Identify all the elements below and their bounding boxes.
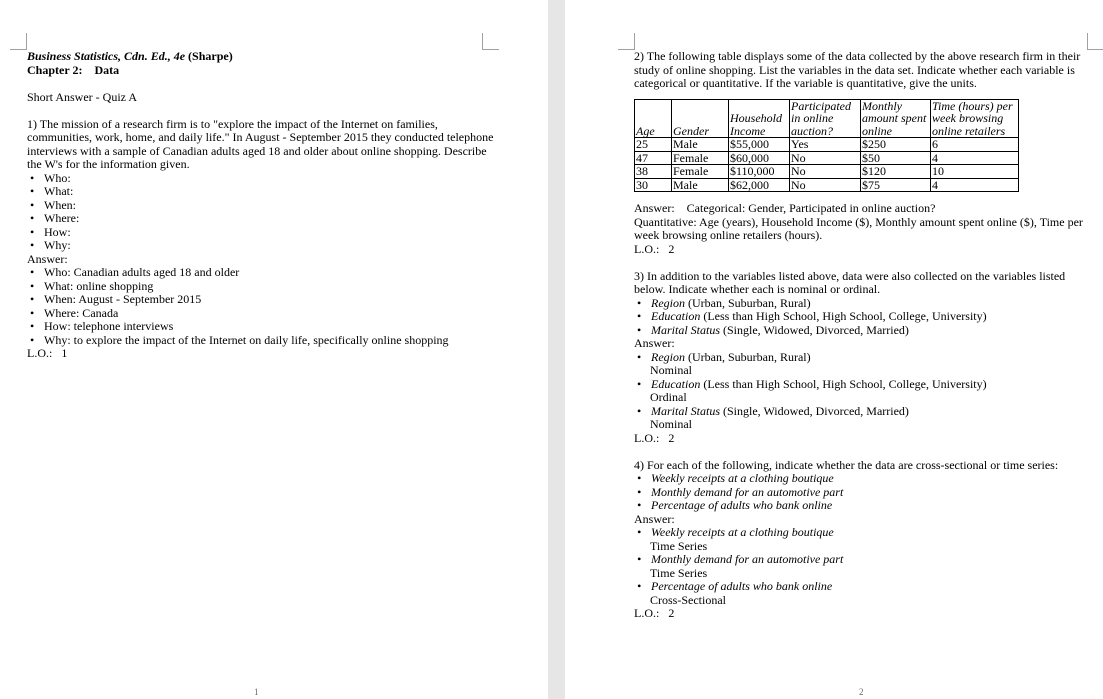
table-cell-household-income: $60,000	[729, 151, 790, 165]
question-4-items	[634, 472, 1094, 513]
book-title: Business Statistics, Cdn. Ed., 4e	[27, 49, 186, 63]
q4-answer-percentage-adults: • Percentage of adults who bank online	[634, 580, 1094, 594]
answer-where: • Where: Canada	[27, 307, 497, 321]
question-1-text: 1) The mission of a research firm is to "explore the impact of the Internet on families, communities, work, home, and daily life." In August - September 2015 they conducted telephone interviews with a sample of Canadian adults aged 18 and older about online shopping. Describe the W's for the information given.	[27, 116, 494, 171]
answer-why: • Why: to explore the impact of the Internet on daily life, specifically online shopping	[27, 334, 497, 348]
q4-answer-percentage-adults-type: Cross-Sectional	[650, 592, 726, 607]
q4-answer-monthly-demand: • Monthly demand for an automotive part	[634, 553, 1094, 567]
question-2-answer-line-1: Answer: Categorical: Gender, Participated in online auction?	[634, 201, 936, 215]
question-3-answer-label: Answer:	[634, 336, 675, 350]
prompt-how: • How:	[27, 226, 497, 240]
q4-answer-weekly-receipts: • Weekly receipts at a clothing boutique	[634, 526, 1094, 540]
column-header-online-auction: Participated in online auction?	[790, 99, 861, 138]
table-cell-gender: Male	[672, 178, 729, 192]
answer-what: • What: online shopping	[27, 280, 497, 294]
q4-answers-2	[634, 553, 1094, 567]
question-3-text: 3) In addition to the variables listed above, data were also collected on the variables listed below. Indicate whether each is nominal or ordinal.	[634, 268, 1066, 296]
table-cell-monthly-amount: $50	[861, 151, 931, 165]
document-page-1	[0, 0, 548, 699]
q3-answer-education: • Education (Less than High School, High School, College, University)	[634, 378, 1094, 392]
question-1-answers	[27, 266, 497, 347]
table-cell-household-income: $110,000	[729, 165, 790, 179]
question-2-answer-line-2: Quantitative: Age (years), Household Income ($), Monthly amount spent online ($), Time per week browsing online retailers (hours).	[634, 214, 1083, 242]
question-4-text: 4) For each of the following, indicate whether the data are cross-sectional or time series:	[634, 457, 1059, 472]
answer-when: • When: August - September 2015	[27, 293, 497, 307]
column-header-age: Age	[635, 99, 672, 138]
question-1-learning-objective: L.O.: 1	[27, 346, 68, 360]
page-number-2: 2	[859, 686, 864, 697]
question-1-answer-label: Answer:	[27, 251, 68, 266]
q4-answers-3	[634, 580, 1094, 594]
document-page-2	[565, 0, 1103, 699]
table-cell-age: 47	[635, 151, 672, 165]
question-2-text: 2) The following table displays some of the data collected by the above research firm in their study of online shopping. List the variables in the data set. Indicate whether each variable is categorical or quantitative. If the variable is quantitative, give the units.	[634, 49, 1081, 90]
q4-item-percentage-adults: • Percentage of adults who bank online	[634, 499, 1094, 513]
table-cell-age: 25	[635, 138, 672, 152]
table-row	[635, 138, 1019, 152]
q4-answer-monthly-demand-type: Time Series	[650, 565, 708, 580]
answer-how: • How: telephone interviews	[27, 320, 497, 334]
table-cell-monthly-amount: $120	[861, 165, 931, 179]
prompt-when: • When:	[27, 199, 497, 213]
table-cell-monthly-amount: $75	[861, 178, 931, 192]
column-header-gender: Gender	[672, 99, 729, 138]
question-4-answer-label: Answer:	[634, 511, 675, 526]
answer-who: • Who: Canadian adults aged 18 and older	[27, 266, 497, 280]
question-4-learning-objective: L.O.: 2	[634, 606, 675, 620]
q3-item-marital-status: • Marital Status (Single, Widowed, Divorced, Married)	[634, 324, 1094, 338]
table-cell-age: 38	[635, 165, 672, 179]
crop-mark-top-right	[1087, 33, 1103, 50]
table-body	[635, 138, 1019, 192]
crop-mark-top-left	[10, 33, 27, 50]
q3-answer-education-type: Ordinal	[650, 390, 687, 404]
table-cell-time-browsing: 4	[931, 178, 1019, 192]
chapter-heading: Chapter 2: Data	[27, 62, 120, 77]
table-cell-time-browsing: 6	[931, 138, 1019, 152]
q4-answers-1	[634, 526, 1094, 540]
table-row	[635, 165, 1019, 179]
table-header-row	[635, 99, 1019, 138]
question-3-answers-3	[634, 405, 1094, 419]
table-cell-time-browsing: 4	[931, 151, 1019, 165]
prompt-who: • Who:	[27, 172, 497, 186]
page-gutter	[548, 0, 565, 699]
q4-answer-weekly-receipts-type: Time Series	[650, 538, 708, 553]
table-cell-online-auction: No	[790, 151, 861, 165]
prompt-what: • What:	[27, 185, 497, 199]
question-3-learning-objective: L.O.: 2	[634, 430, 675, 445]
page-number-1: 1	[254, 686, 259, 697]
question-1-prompts	[27, 172, 497, 253]
table-cell-time-browsing: 10	[931, 165, 1019, 179]
page-1-content	[27, 50, 497, 361]
table-cell-online-auction: No	[790, 178, 861, 192]
q3-answer-region: • Region (Urban, Suburban, Rural)	[634, 351, 1094, 365]
q3-answer-marital-status: • Marital Status (Single, Widowed, Divorced, Married)	[634, 405, 1094, 419]
question-2-learning-objective: L.O.: 2	[634, 241, 675, 256]
crop-mark-top-left	[618, 33, 635, 50]
prompt-why: • Why:	[27, 239, 497, 253]
column-header-household-income: Household Income	[729, 99, 790, 138]
book-author: (Sharpe)	[185, 49, 233, 63]
book-title-line	[27, 50, 497, 64]
question-3-answers-2	[634, 378, 1094, 392]
prompt-where: • Where:	[27, 212, 497, 226]
table-cell-household-income: $55,000	[729, 138, 790, 152]
page-2-content	[634, 50, 1094, 621]
quiz-title: Short Answer - Quiz A	[27, 89, 137, 104]
table-cell-online-auction: Yes	[790, 138, 861, 152]
q3-answer-region-type: Nominal	[650, 363, 692, 377]
column-header-monthly-amount: Monthly amount spent online	[861, 99, 931, 138]
table-cell-online-auction: No	[790, 165, 861, 179]
column-header-time-browsing: Time (hours) per week browsing online retailers	[931, 99, 1019, 138]
online-shopping-table	[634, 99, 1019, 193]
table-cell-monthly-amount: $250	[861, 138, 931, 152]
q3-answer-marital-status-type: Nominal	[650, 417, 692, 431]
table-cell-household-income: $62,000	[729, 178, 790, 192]
table-row	[635, 151, 1019, 165]
table-cell-gender: Male	[672, 138, 729, 152]
question-3-answers	[634, 351, 1094, 365]
q4-item-monthly-demand: • Monthly demand for an automotive part	[634, 486, 1094, 500]
question-3-items	[634, 297, 1094, 338]
crop-mark-top-right	[482, 33, 499, 50]
table-cell-age: 30	[635, 178, 672, 192]
q3-item-region: • Region (Urban, Suburban, Rural)	[634, 297, 1094, 311]
table-row	[635, 178, 1019, 192]
q4-item-weekly-receipts: • Weekly receipts at a clothing boutique	[634, 472, 1094, 486]
table-cell-gender: Female	[672, 151, 729, 165]
table-cell-gender: Female	[672, 165, 729, 179]
q3-item-education: • Education (Less than High School, High School, College, University)	[634, 310, 1094, 324]
